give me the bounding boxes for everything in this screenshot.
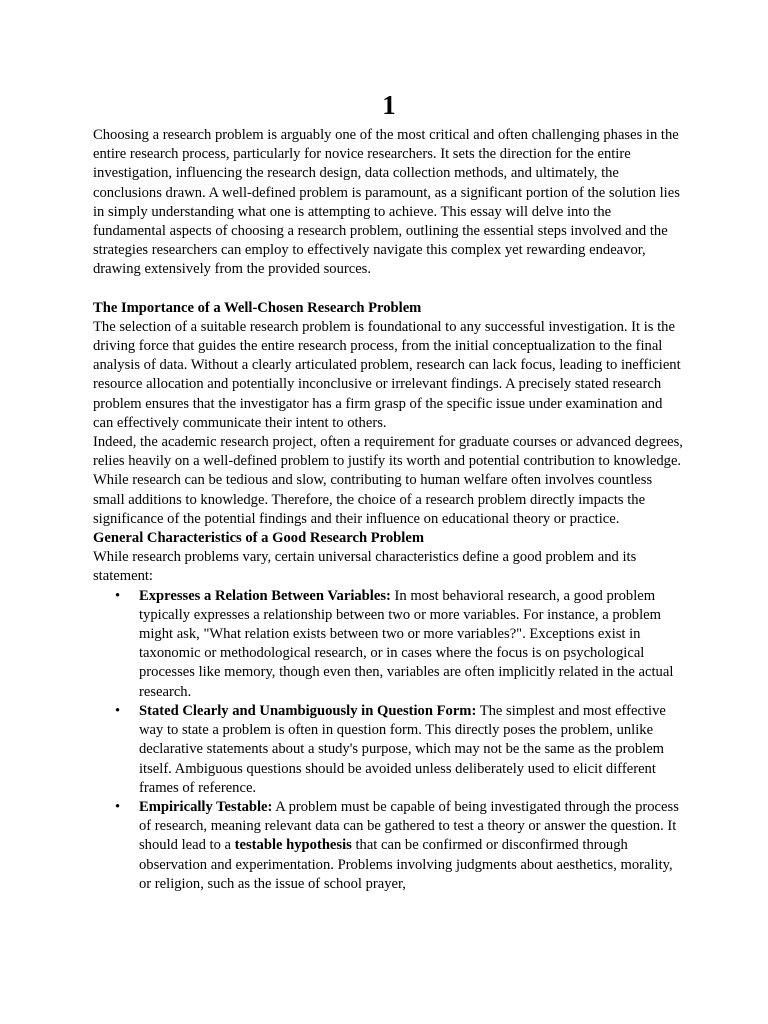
list-item-text: The simplest and most effective way to state a problem is often in question form. This directly poses the problem, unlike declarative statements about a study's purpose, which may not be the same as the problem itself. Ambiguous questions should be avoided unless deliberately used to elicit different frames of reference.	[139, 702, 666, 796]
bullet-icon: •	[115, 702, 121, 719]
intro-paragraph: Choosing a research problem is arguably one of the most critical and often challenging phases in the entire research process, particularly for novice researchers. It sets the direction for the entire investigation, influencing the research design, data collection methods, and ultimately, the conclusions drawn. A well-defined problem is paramount, as a significant portion of the solution lies in simply understanding what one is attempting to achieve. This essay will delve into the fundamental aspects of choosing a research problem, outlining the essential steps involved and the strategies researchers can employ to effectively navigate this complex yet rewarding endeavor, drawing extensively from the provided sources.	[93, 127, 680, 278]
list-item-bold-phrase: testable hypothesis	[234, 837, 352, 854]
section-heading-importance: The Importance of a Well-Chosen Research Problem	[93, 299, 422, 316]
list-item-text: A problem must be capable of being investigated through the process of research, meaning relevant data can be gathered to test a theory or answer the question. It should lead to a	[139, 798, 679, 854]
importance-paragraph-1: The selection of a suitable research problem is foundational to any successful investigation. It is the driving force that guides the entire research process, from the initial conceptualization to the final analysis of data. Without a clearly articulated problem, research can lack focus, leading to inefficient resource allocation and potentially inconclusive or irrelevant findings. A precisely stated research problem ensures that the investigator has a firm grasp of the specific issue under examination and can effectively communicate their intent to others.	[93, 318, 681, 431]
list-item-text: that can be confirmed or disconfirmed through observation and experimentation. Problems involving judgments about aesthetics, morality, or religion, such as the issue of school prayer,	[139, 837, 673, 892]
bullet-icon: •	[115, 798, 121, 815]
section-heading-characteristics: General Characteristics of a Good Research Problem	[93, 530, 424, 547]
list-item-text: In most behavioral research, a good problem typically expresses a relationship between two or more variables. For instance, a problem might ask, "What relation exists between two or more variables?". Exceptions exist in taxonomic or methodological research, or in cases where the focus is on psychological processes like memory, though even then, variables are often implicitly related in the actual research.	[139, 587, 674, 700]
bullet-icon: •	[115, 587, 121, 604]
list-item	[115, 798, 683, 894]
list-item-title: Empirically Testable:	[139, 798, 273, 815]
list-item	[115, 587, 683, 702]
characteristics-list	[93, 587, 683, 894]
importance-paragraph-2: Indeed, the academic research project, often a requirement for graduate courses or advanced degrees, relies heavily on a well-defined problem to justify its worth and potential contribution to knowledge. While research can be tedious and slow, contributing to human welfare often involves countless small additions to knowledge. Therefore, the choice of a research problem directly impacts the significance of the potential findings and their influence on educational theory or practice.	[93, 434, 683, 527]
page-number: 1	[382, 90, 396, 120]
list-item	[115, 702, 683, 798]
list-item-title: Stated Clearly and Unambiguously in Question Form:	[139, 702, 477, 719]
list-item-title: Expresses a Relation Between Variables:	[139, 587, 391, 604]
document-page	[93, 88, 683, 894]
characteristics-lead: While research problems vary, certain universal characteristics define a good problem and its statement:	[93, 549, 637, 585]
